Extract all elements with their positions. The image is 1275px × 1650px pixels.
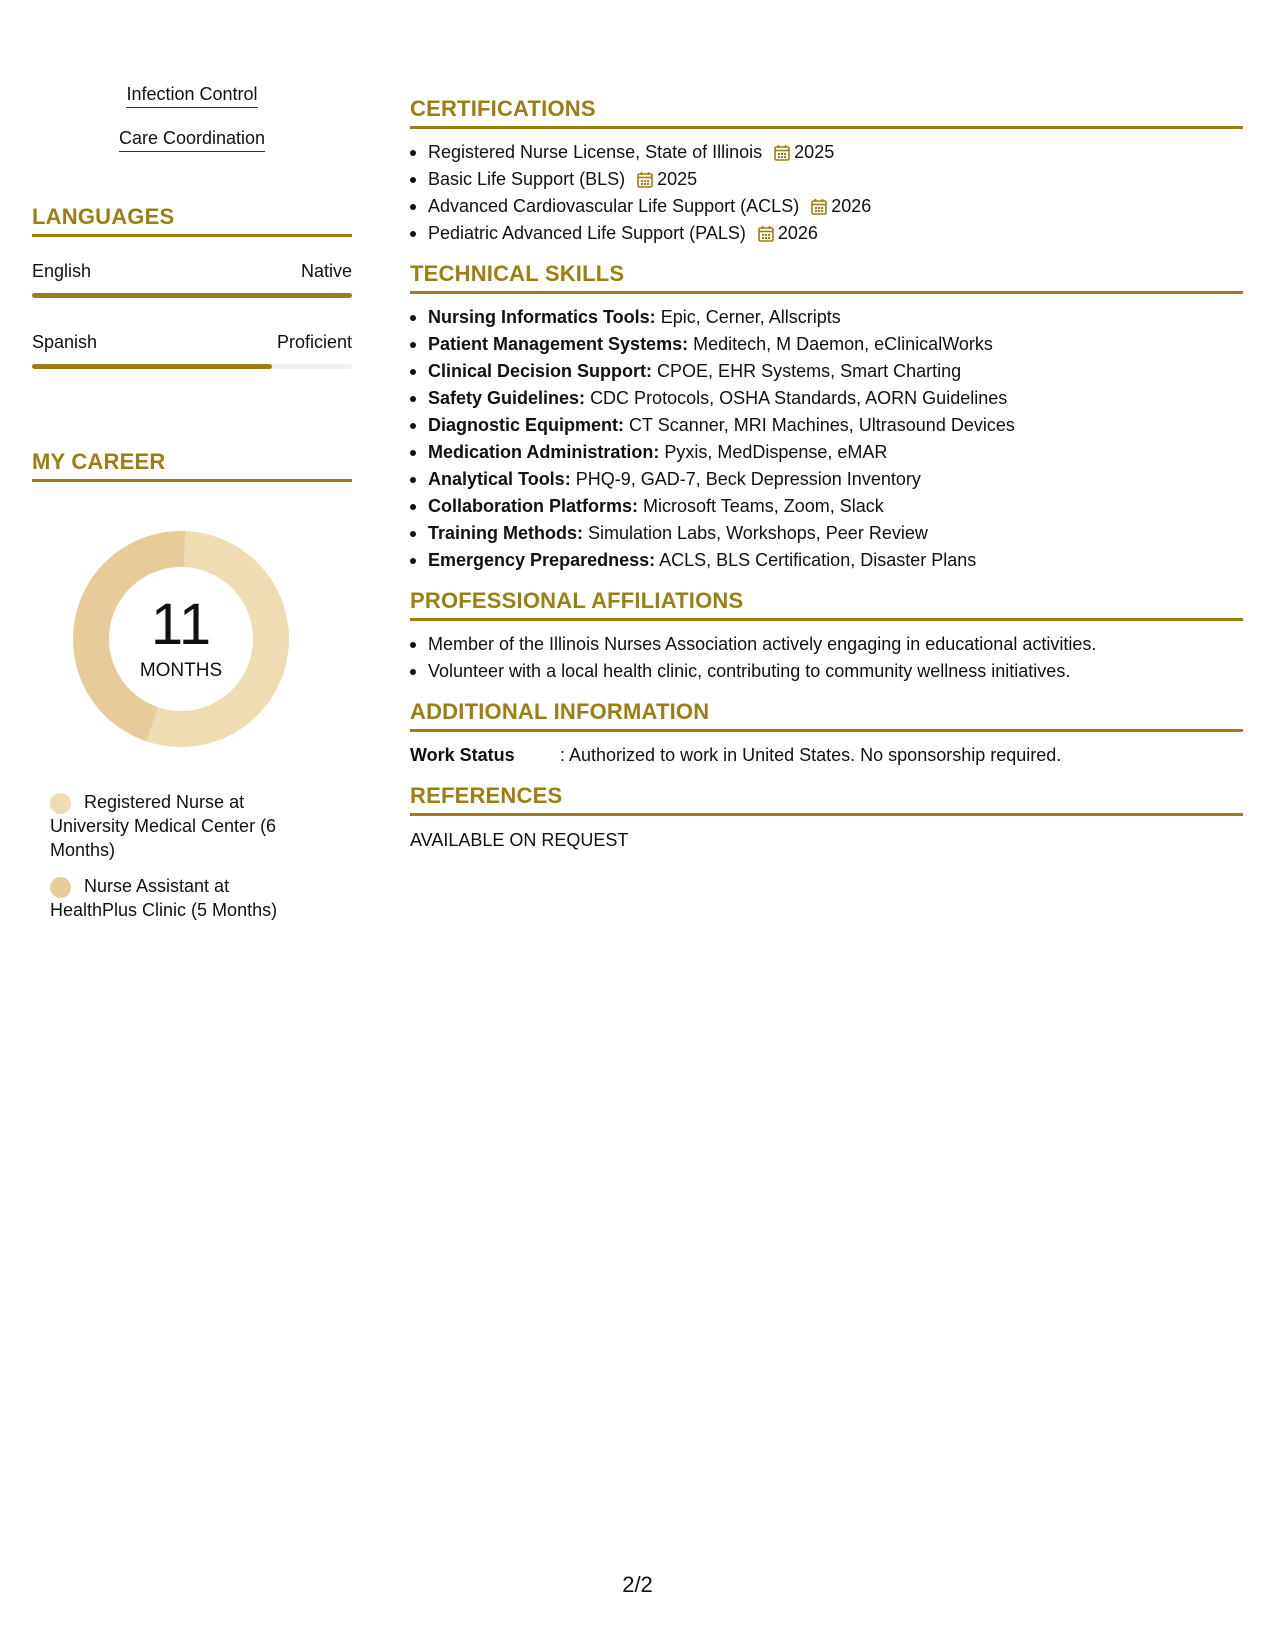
- skill-category: Diagnostic Equipment:: [428, 415, 625, 435]
- skill-values: Microsoft Teams, Zoom, Slack: [643, 496, 884, 516]
- technical-skill-item: [410, 547, 1243, 574]
- additional-info-section: [410, 699, 1243, 769]
- career-donut-chart: [66, 524, 296, 754]
- skill-values: ACLS, BLS Certification, Disaster Plans: [659, 550, 977, 570]
- certification-item: [410, 220, 1243, 247]
- language-level-fill: [32, 293, 352, 298]
- certification-year: 2026: [777, 223, 818, 243]
- certifications-list: [410, 139, 1243, 247]
- technical-skills-list: [410, 304, 1243, 574]
- affiliations-list: [410, 631, 1243, 685]
- certification-name: Basic Life Support (BLS): [428, 169, 626, 189]
- affiliations-section: [410, 588, 1243, 685]
- career-title: MY CAREER: [32, 449, 352, 482]
- skill-values: Simulation Labs, Workshops, Peer Review: [588, 523, 928, 543]
- page-number: 2/2: [622, 1572, 653, 1597]
- certification-name: Pediatric Advanced Life Support (PALS): [428, 223, 746, 243]
- skill-values: Epic, Cerner, Allscripts: [660, 307, 841, 327]
- references-text: AVAILABLE ON REQUEST: [410, 830, 629, 850]
- skill-category: Training Methods:: [428, 523, 583, 543]
- skill-category: Emergency Preparedness:: [428, 550, 656, 570]
- language-level: Proficient: [276, 332, 352, 352]
- technical-skill-item: [410, 439, 1243, 466]
- language-name: Spanish: [32, 332, 98, 352]
- skill-category: Medication Administration:: [428, 442, 660, 462]
- technical-skill-item: [410, 412, 1243, 439]
- technical-skill-item: [410, 304, 1243, 331]
- legend-dot-icon: [50, 793, 71, 814]
- list-item: Member of the Illinois Nurses Association actively engaging in educational activities.: [410, 631, 1243, 658]
- legend-item: [50, 874, 310, 922]
- references-section: [410, 783, 1243, 851]
- right-column: [410, 96, 1243, 851]
- work-status-value: : Authorized to work in United States. No sponsorship required.: [560, 745, 1062, 765]
- language-row: [32, 261, 352, 282]
- certification-year: 2025: [794, 142, 835, 162]
- certification-item: [410, 166, 1243, 193]
- certification-item: [410, 193, 1243, 220]
- technical-skill-item: [410, 466, 1243, 493]
- skill-category: Patient Management Systems:: [428, 334, 689, 354]
- list-item: Volunteer with a local health clinic, contributing to community wellness initiatives.: [410, 658, 1243, 685]
- work-status-label: Work Status: [410, 745, 515, 765]
- technical-skill-item: [410, 493, 1243, 520]
- skill-category: Clinical Decision Support:: [428, 361, 653, 381]
- languages-title: LANGUAGES: [32, 204, 352, 237]
- additional-info-title: ADDITIONAL INFORMATION: [410, 699, 1243, 732]
- certifications-title: CERTIFICATIONS: [410, 96, 1243, 129]
- legend-label: Nurse Assistant at HealthPlus Clinic (5 Months): [50, 876, 278, 920]
- calendar-icon: [774, 144, 790, 161]
- legend-item: [50, 790, 310, 862]
- affiliations-title: PROFESSIONAL AFFILIATIONS: [410, 588, 1243, 621]
- skill-values: CDC Protocols, OSHA Standards, AORN Guidelines: [590, 388, 1008, 408]
- certification-year: 2026: [831, 196, 872, 216]
- references-title: REFERENCES: [410, 783, 1243, 816]
- language-level-fill: [32, 364, 272, 369]
- technical-skills-section: [410, 261, 1243, 574]
- certification-item: [410, 139, 1243, 166]
- legend-label: Registered Nurse at University Medical Center (6 Months): [50, 792, 277, 860]
- languages-section: [32, 204, 352, 369]
- language-level: Native: [300, 261, 352, 281]
- certification-name: Advanced Cardiovascular Life Support (ACLS): [428, 196, 800, 216]
- calendar-icon: [811, 198, 827, 215]
- technical-skill-item: [410, 358, 1243, 385]
- calendar-icon: [637, 171, 653, 188]
- language-level-bar: [32, 293, 352, 298]
- career-total-unit: MONTHS: [139, 660, 223, 681]
- skill-values: CPOE, EHR Systems, Smart Charting: [657, 361, 962, 381]
- work-status-row: [410, 742, 1243, 769]
- skill-values: Meditech, M Daemon, eClinicalWorks: [693, 334, 993, 354]
- language-row: [32, 332, 352, 353]
- skill-tag: Care Coordination: [119, 128, 265, 152]
- career-legend: [50, 790, 310, 922]
- skill-values: CT Scanner, MRI Machines, Ultrasound Devices: [629, 415, 1015, 435]
- certification-name: Registered Nurse License, State of Illinois: [428, 142, 763, 162]
- calendar-icon: [758, 225, 774, 242]
- skill-category: Nursing Informatics Tools:: [428, 307, 656, 327]
- left-column: [32, 84, 352, 922]
- language-level-bar: [32, 364, 352, 369]
- legend-dot-icon: [50, 877, 71, 898]
- skill-tag: Infection Control: [126, 84, 257, 108]
- skill-category: Collaboration Platforms:: [428, 496, 639, 516]
- technical-skill-item: [410, 385, 1243, 412]
- skill-category: Safety Guidelines:: [428, 388, 586, 408]
- career-section: [32, 449, 352, 922]
- skill-values: PHQ-9, GAD-7, Beck Depression Inventory: [575, 469, 921, 489]
- skill-values: Pyxis, MedDispense, eMAR: [664, 442, 888, 462]
- career-total-value: 11: [150, 592, 212, 657]
- language-name: English: [32, 261, 92, 281]
- certification-year: 2025: [657, 169, 698, 189]
- certifications-section: [410, 96, 1243, 247]
- technical-skills-title: TECHNICAL SKILLS: [410, 261, 1243, 294]
- skill-category: Analytical Tools:: [428, 469, 571, 489]
- technical-skill-item: [410, 331, 1243, 358]
- technical-skill-item: [410, 520, 1243, 547]
